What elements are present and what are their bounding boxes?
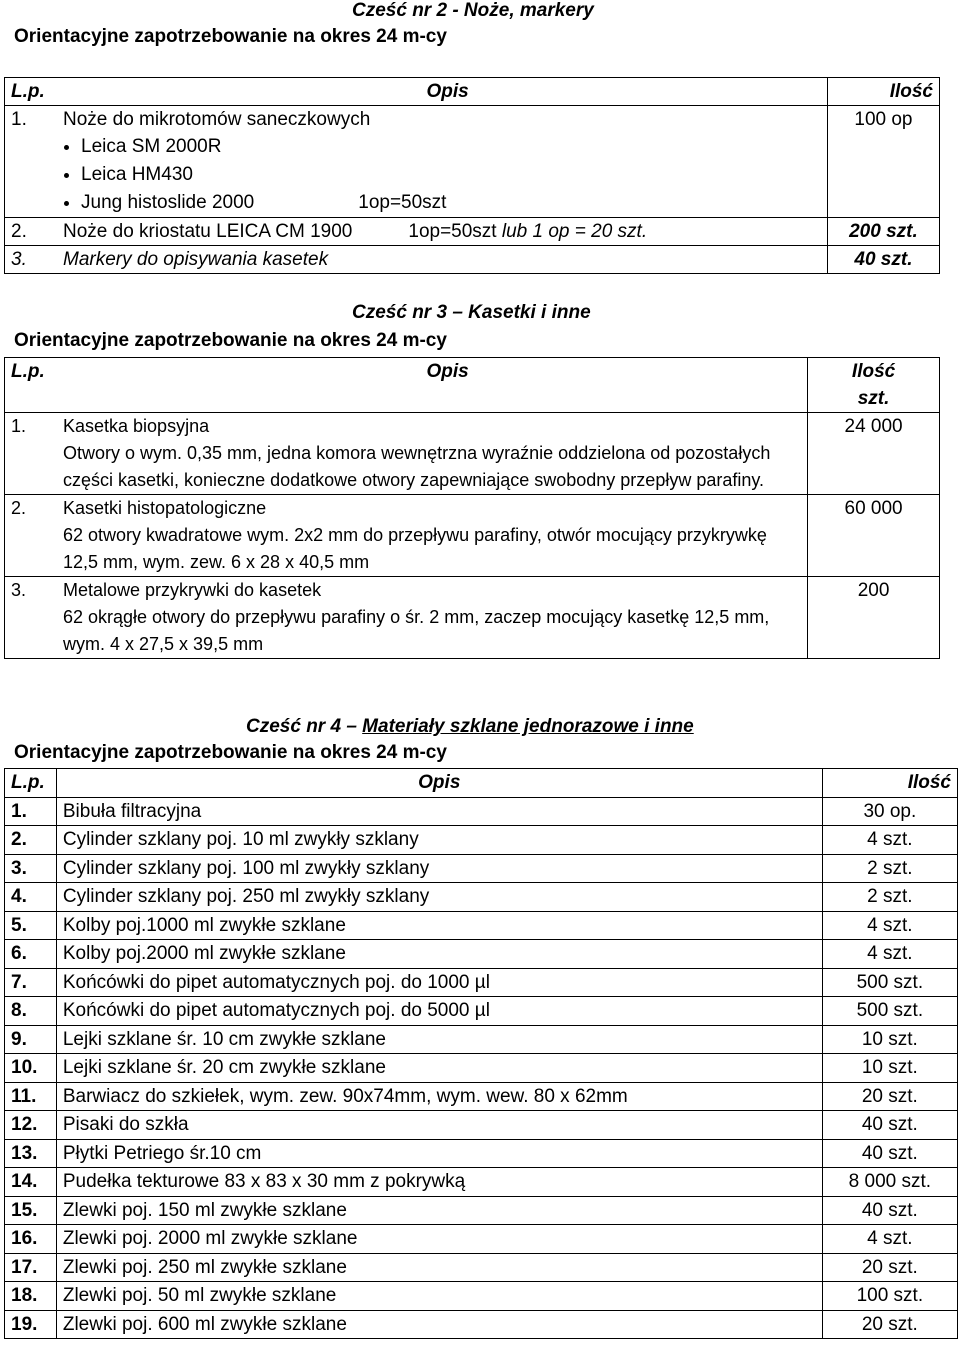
part4-table [4, 768, 958, 1339]
row-lp: 5. [5, 911, 57, 940]
part3-title: Cześć nr 3 – Kasetki i inne [352, 302, 591, 323]
row-desc: Zlewki poj. 150 ml zwykłe szklane [56, 1196, 822, 1225]
row-name: Metalowe przykrywki do kasetek [63, 580, 322, 600]
row-lp: 7. [5, 968, 57, 997]
table-row [5, 1225, 958, 1254]
row-lp: 1. [11, 416, 27, 436]
row-desc: Barwiacz do szkiełek, wym. zew. 90x74mm, wym. wew. 80 x 62mm [56, 1082, 822, 1111]
desc-header: Opis [426, 361, 469, 382]
table-row [5, 577, 940, 659]
row-lp: 13. [5, 1139, 57, 1168]
row-desc: Końcówki do pipet automatycznych poj. do 5000 µl [56, 997, 822, 1026]
table-row [5, 495, 940, 577]
part2-subtitle: Orientacyjne zapotrzebowanie na okres 24 m-cy [14, 26, 447, 47]
row-lp: 1. [5, 797, 57, 826]
table-row [5, 413, 940, 495]
row-lp: 10. [5, 1054, 57, 1083]
table-row [5, 968, 958, 997]
row-qty: 40 szt. [822, 1139, 957, 1168]
row-desc: Płytki Petriego śr.10 cm [56, 1139, 822, 1168]
row-lp: 4. [5, 883, 57, 912]
row-qty: 4 szt. [822, 911, 957, 940]
row-qty: 4 szt. [822, 940, 957, 969]
lp-header: L.p. [11, 81, 45, 102]
row-note-italic: lub 1 op = 20 szt. [501, 221, 648, 242]
list-item [81, 189, 821, 217]
bullet-list [11, 133, 821, 217]
row-desc: Końcówki do pipet automatycznych poj. do 1000 µl [56, 968, 822, 997]
row-lp: 2. [11, 221, 27, 242]
row-desc: Kolby poj.1000 ml zwykłe szklane [56, 911, 822, 940]
row-desc: Cylinder szklany poj. 100 ml zwykły szklany [56, 854, 822, 883]
row-detail: 62 otwory kwadratowe wym. 2x2 mm do przepływu parafiny, otwór mocujący przykrywkę 12,5 mm, wym. zew. 6 x 28 x 40,5 mm [63, 525, 767, 572]
row-desc: Pudełka tekturowe 83 x 83 x 30 mm z pokrywką [56, 1168, 822, 1197]
table-row [5, 1139, 958, 1168]
row-lp: 18. [5, 1282, 57, 1311]
part2-title: Cześć nr 2 - Noże, markery [352, 0, 594, 21]
row-lp: 3. [11, 249, 27, 270]
lp-header: L.p. [11, 361, 45, 382]
row-lp: 16. [5, 1225, 57, 1254]
row-qty: 100 szt. [822, 1282, 957, 1311]
row-qty: 2 szt. [822, 854, 957, 883]
row-desc: Lejki szklane śr. 20 cm zwykłe szklane [56, 1054, 822, 1083]
row-desc: Zlewki poj. 250 ml zwykłe szklane [56, 1253, 822, 1282]
row-name: Kasetka biopsyjna [63, 416, 210, 436]
row-qty: 200 szt. [827, 218, 939, 246]
row-lp: 14. [5, 1168, 57, 1197]
row-desc: Lejki szklane śr. 10 cm zwykłe szklane [56, 1025, 822, 1054]
row-qty: 20 szt. [822, 1310, 957, 1339]
table-row [5, 1196, 958, 1225]
table-row [5, 1168, 958, 1197]
part2-table [4, 77, 940, 274]
row-qty: 40 szt. [822, 1196, 957, 1225]
row-lp: 11. [5, 1082, 57, 1111]
row-qty: 40 szt. [827, 246, 939, 274]
row-desc: Markery do opisywania kasetek [63, 249, 329, 270]
row-note: 1op=50szt [358, 192, 447, 213]
desc-header: Opis [56, 769, 822, 798]
table-row [5, 1310, 958, 1339]
row-lp: 15. [5, 1196, 57, 1225]
part4-rows [5, 797, 958, 1339]
table-row [5, 1111, 958, 1140]
table-row [5, 1025, 958, 1054]
desc-header: Opis [426, 81, 469, 102]
qty-header: Ilość [851, 361, 896, 382]
row-desc: Pisaki do szkła [56, 1111, 822, 1140]
row-detail: 62 okrągłe otwory do przepływu parafiny o śr. 2 mm, zaczep mocujący kasetkę 12,5 mm, wym. 4 x 27,5 x 39,5 mm [63, 607, 770, 654]
table-row [5, 826, 958, 855]
row-desc: Kolby poj.2000 ml zwykłe szklane [56, 940, 822, 969]
row-desc: Zlewki poj. 600 ml zwykłe szklane [56, 1310, 822, 1339]
bullet-text: Jung histoslide 2000 [81, 192, 255, 213]
row-qty: 2 szt. [822, 883, 957, 912]
table-row [5, 1282, 958, 1311]
row-lp: 12. [5, 1111, 57, 1140]
row-qty: 10 szt. [822, 1025, 957, 1054]
qty-header: Ilość [822, 769, 957, 798]
row-lp: 2. [5, 826, 57, 855]
table-row [5, 1253, 958, 1282]
row-lp: 3. [11, 580, 27, 600]
row-qty: 24 000 [808, 413, 940, 495]
table-row [5, 1082, 958, 1111]
table-row [5, 940, 958, 969]
row-qty: 20 szt. [822, 1253, 957, 1282]
table-row [5, 854, 958, 883]
part3-table [4, 357, 940, 659]
row-qty: 8 000 szt. [822, 1168, 957, 1197]
row-qty: 200 [808, 577, 940, 659]
table-header-row [5, 78, 940, 106]
row-lp: 6. [5, 940, 57, 969]
row-desc: Bibuła filtracyjna [56, 797, 822, 826]
part4-subtitle: Orientacyjne zapotrzebowanie na okres 24 m-cy [14, 742, 447, 763]
row-qty: 10 szt. [822, 1054, 957, 1083]
table-row [5, 911, 958, 940]
row-qty: 4 szt. [822, 826, 957, 855]
row-lp: 8. [5, 997, 57, 1026]
row-lp: 17. [5, 1253, 57, 1282]
row-qty: 4 szt. [822, 1225, 957, 1254]
row-lp: 19. [5, 1310, 57, 1339]
qty-header: Ilość [827, 78, 939, 106]
row-qty: 40 szt. [822, 1111, 957, 1140]
table-row [5, 997, 958, 1026]
row-qty: 100 op [827, 106, 939, 218]
table-row [5, 797, 958, 826]
row-detail: Otwory o wym. 0,35 mm, jedna komora wewnętrzna wyraźnie oddzielona od pozostałych części kasetki, konieczne dodatkowe otwory zapewniające swobodny przepływ parafiny. [63, 443, 771, 490]
row-desc: Cylinder szklany poj. 250 ml zwykły szklany [56, 883, 822, 912]
part4-title [246, 716, 694, 738]
part4-title-prefix: Cześć nr 4 – [246, 716, 363, 737]
table-row [5, 218, 940, 246]
row-name: Kasetki histopatologiczne [63, 498, 267, 518]
row-desc: Noże do kriostatu LEICA CM 1900 [63, 221, 353, 242]
list-item: • Leica SM 2000R [81, 133, 821, 161]
row-lp: 9. [5, 1025, 57, 1054]
row-note: 1op=50szt [408, 221, 497, 242]
row-lp: 3. [5, 854, 57, 883]
row-desc: Cylinder szklany poj. 10 ml zwykły szklany [56, 826, 822, 855]
row-qty: 500 szt. [822, 997, 957, 1026]
part4-title-underlined: Materiały szklane jednorazowe i inne [362, 716, 694, 737]
row-desc: Noże do mikrotomów saneczkowych [63, 109, 371, 130]
lp-header: L.p. [5, 769, 57, 798]
table-header-row [5, 769, 958, 798]
row-qty: 60 000 [808, 495, 940, 577]
row-qty: 30 op. [822, 797, 957, 826]
part3-subtitle: Orientacyjne zapotrzebowanie na okres 24 m-cy [14, 330, 447, 351]
table-row [5, 1054, 958, 1083]
table-row [5, 106, 940, 218]
row-lp: 2. [11, 498, 27, 518]
list-item: • Leica HM430 [81, 161, 821, 189]
row-qty: 20 szt. [822, 1082, 957, 1111]
row-desc: Zlewki poj. 2000 ml zwykłe szklane [56, 1225, 822, 1254]
row-desc: Zlewki poj. 50 ml zwykłe szklane [56, 1282, 822, 1311]
table-header-row [5, 358, 940, 413]
table-row [5, 883, 958, 912]
row-qty: 500 szt. [822, 968, 957, 997]
row-lp: 1. [11, 109, 27, 130]
table-row [5, 246, 940, 274]
qty-unit-header: szt. [857, 388, 890, 409]
